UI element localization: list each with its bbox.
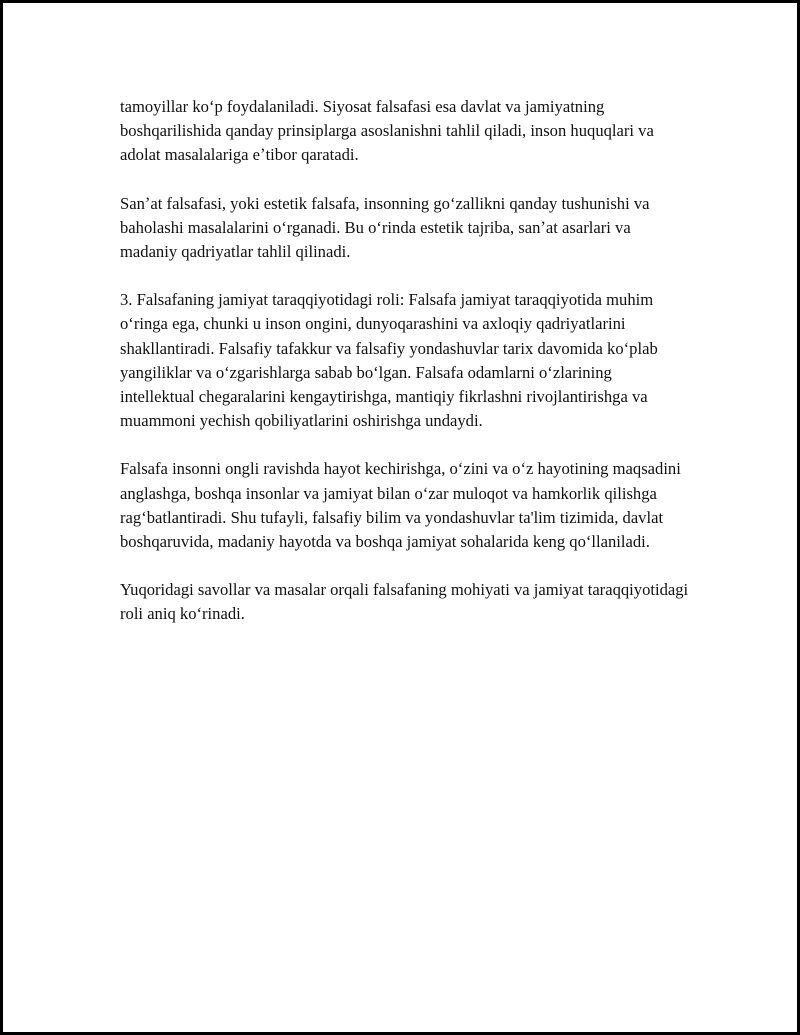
paragraph-aesthetics: Sanʼat falsafasi, yoki estetik falsafa, insonning goʻzallikni qanday tushunishi va baholashi masalalarini oʻrganadi. Bu oʻrinda estetik tajriba, sanʼat asarlari va madaniy qadriyatlar tahlil qilinadi. (120, 193, 650, 262)
paragraph-politics-philosophy: tamoyillar koʻp foydalaniladi. Siyosat falsafasi esa davlat va jamiyatning boshqarilishida qanday prinsiplarga asoslanishni tahlil qiladi, inson huquqlari va adolat masalalariga eʼtibor qaratadi. (120, 97, 654, 165)
paragraph-role-in-society: 3. Falsafaning jamiyat taraqqiyotidagi roli: Falsafa jamiyat taraqqiyotida muhim oʻringa ega, chunki u inson ongini, dunyoqarashini va axloqiy qadriyatlarini shakllantiradi. Falsafiy tafakkur va falsafiy yondashuvlar tarix davomida koʻplab yangiliklar va oʻzgarishlarga sabab boʻlgan. Falsafa odamlarni oʻzlarining intellektual chegaralarini kengaytirishga, mantiqiy fikrlashni rivojlantirishga va muammoni yechish qobiliyatlarini oshirishga undaydi. (120, 290, 658, 431)
document-body (120, 95, 690, 651)
paragraph-conclusion: Yuqoridagi savollar va masalar orqali falsafaning mohiyati va jamiyat taraqqiyotidagi roli aniq koʻrinadi. (120, 580, 689, 624)
paragraph-conscious-life: Falsafa insonni ongli ravishda hayot kechirishga, oʻzini va oʻz hayotining maqsadini anglashga, boshqa insonlar va jamiyat bilan oʻzar muloqot va hamkorlik qilishga ragʻbatlantiradi. Shu tufayli, falsafiy bilim va yondashuvlar ta'lim tizimida, davlat boshqaruvida, madaniy hayotda va boshqa jamiyat sohalarida keng qoʻllaniladi. (120, 459, 681, 552)
